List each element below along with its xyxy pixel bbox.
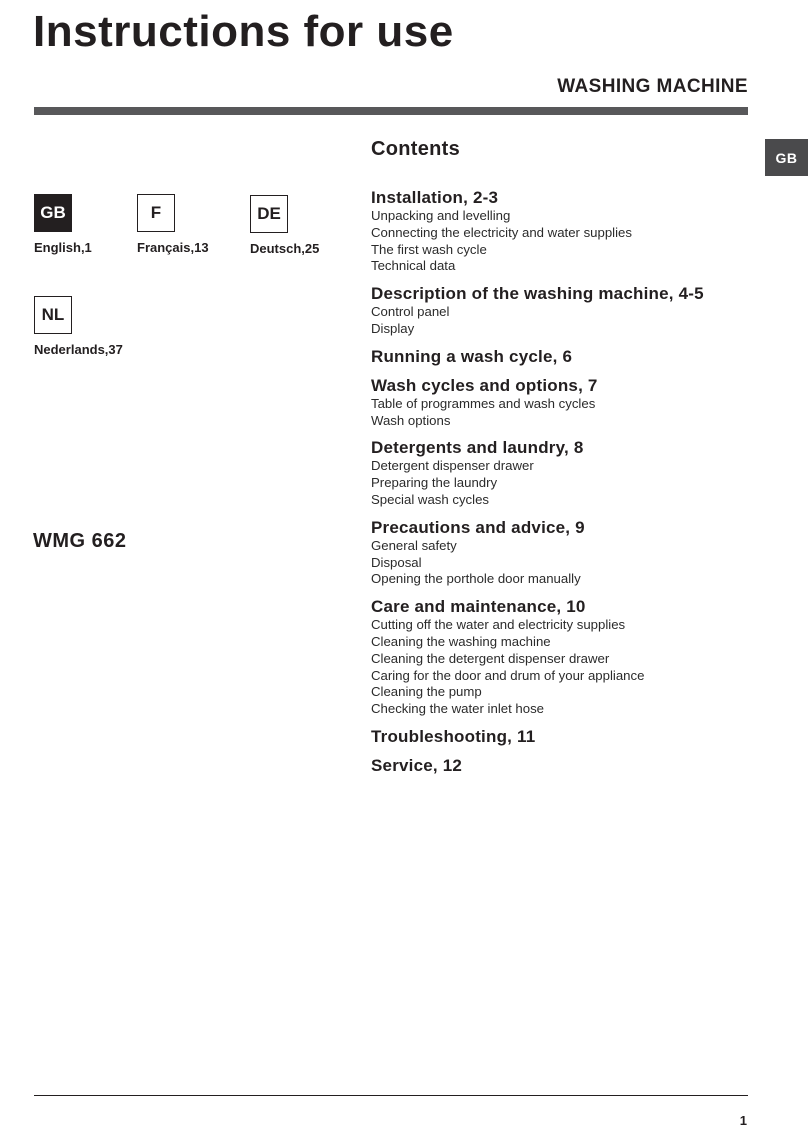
toc-item[interactable]: Checking the water inlet hose bbox=[371, 701, 545, 717]
toc-section-heading[interactable]: Wash cycles and options, 7 bbox=[371, 375, 598, 395]
toc-item[interactable]: Display bbox=[371, 320, 415, 336]
toc-item[interactable]: Connecting the electricity and water supplies bbox=[371, 224, 632, 240]
toc-section-heading[interactable]: Installation, 2-3 bbox=[371, 188, 499, 207]
toc-item[interactable]: Cleaning the pump bbox=[371, 684, 482, 700]
header-divider bbox=[34, 107, 748, 115]
toc-item[interactable]: Wash options bbox=[371, 412, 451, 428]
language-label: Français,13 bbox=[137, 240, 209, 255]
toc-item[interactable]: Cutting off the water and electricity supplies bbox=[371, 617, 626, 633]
contents-title: Contents bbox=[371, 138, 461, 160]
toc-section-troubleshooting bbox=[371, 727, 751, 747]
toc-item[interactable]: Disposal bbox=[371, 554, 422, 570]
toc-section-heading[interactable]: Service, 12 bbox=[371, 755, 463, 775]
toc-section-description bbox=[371, 284, 751, 338]
toc-item[interactable]: Unpacking and levelling bbox=[371, 208, 511, 223]
footer-divider bbox=[34, 1095, 748, 1096]
toc-section-heading[interactable]: Troubleshooting, 11 bbox=[371, 726, 536, 746]
language-label: Deutsch,25 bbox=[250, 241, 320, 256]
language-french[interactable] bbox=[137, 194, 209, 255]
toc-item[interactable]: Detergent dispenser drawer bbox=[371, 458, 534, 474]
toc-section-running-wash bbox=[371, 347, 751, 367]
toc-section-precautions bbox=[371, 518, 751, 588]
language-label: English,1 bbox=[34, 240, 92, 255]
language-side-tab: GB bbox=[765, 139, 808, 176]
toc-item[interactable]: Table of programmes and wash cycles bbox=[371, 395, 596, 411]
toc-item[interactable]: Cleaning the washing machine bbox=[371, 633, 551, 649]
language-label: Nederlands,37 bbox=[34, 342, 123, 357]
toc-section-installation bbox=[371, 188, 751, 275]
toc-section-heading[interactable]: Detergents and laundry, 8 bbox=[371, 438, 584, 458]
page-title: Instructions for use bbox=[33, 7, 454, 56]
language-code-box: NL bbox=[34, 296, 72, 334]
toc-section-heading[interactable]: Care and maintenance, 10 bbox=[371, 597, 586, 617]
toc-item[interactable]: Opening the porthole door manually bbox=[371, 571, 581, 587]
toc-item[interactable]: Special wash cycles bbox=[371, 491, 490, 507]
page-number: 1 bbox=[739, 1113, 747, 1128]
language-dutch[interactable] bbox=[34, 296, 123, 357]
model-number: WMG 662 bbox=[33, 530, 127, 552]
toc-item[interactable]: Control panel bbox=[371, 304, 450, 320]
toc-section-wash-cycles bbox=[371, 376, 751, 430]
language-code-box: F bbox=[137, 194, 175, 232]
toc-section-service bbox=[371, 756, 751, 776]
language-german[interactable] bbox=[250, 195, 319, 256]
toc-item[interactable]: Preparing the laundry bbox=[371, 475, 498, 491]
toc-item[interactable]: General safety bbox=[371, 537, 457, 553]
toc-section-detergents bbox=[371, 438, 751, 508]
toc-item[interactable]: The first wash cycle bbox=[371, 241, 487, 257]
toc-section-heading[interactable]: Description of the washing machine, 4-5 bbox=[371, 284, 704, 304]
toc-section-care bbox=[371, 597, 751, 718]
language-code-box: GB bbox=[34, 194, 72, 232]
toc-item[interactable]: Caring for the door and drum of your appliance bbox=[371, 667, 645, 683]
toc-section-heading[interactable]: Running a wash cycle, 6 bbox=[371, 346, 573, 366]
product-type-label: WASHING MACHINE bbox=[557, 76, 748, 97]
toc-item[interactable]: Technical data bbox=[371, 258, 456, 274]
language-code-box: DE bbox=[250, 195, 288, 233]
language-english[interactable] bbox=[34, 194, 92, 255]
table-of-contents bbox=[371, 137, 751, 785]
toc-item[interactable]: Cleaning the detergent dispenser drawer bbox=[371, 650, 610, 666]
toc-section-heading[interactable]: Precautions and advice, 9 bbox=[371, 517, 585, 537]
